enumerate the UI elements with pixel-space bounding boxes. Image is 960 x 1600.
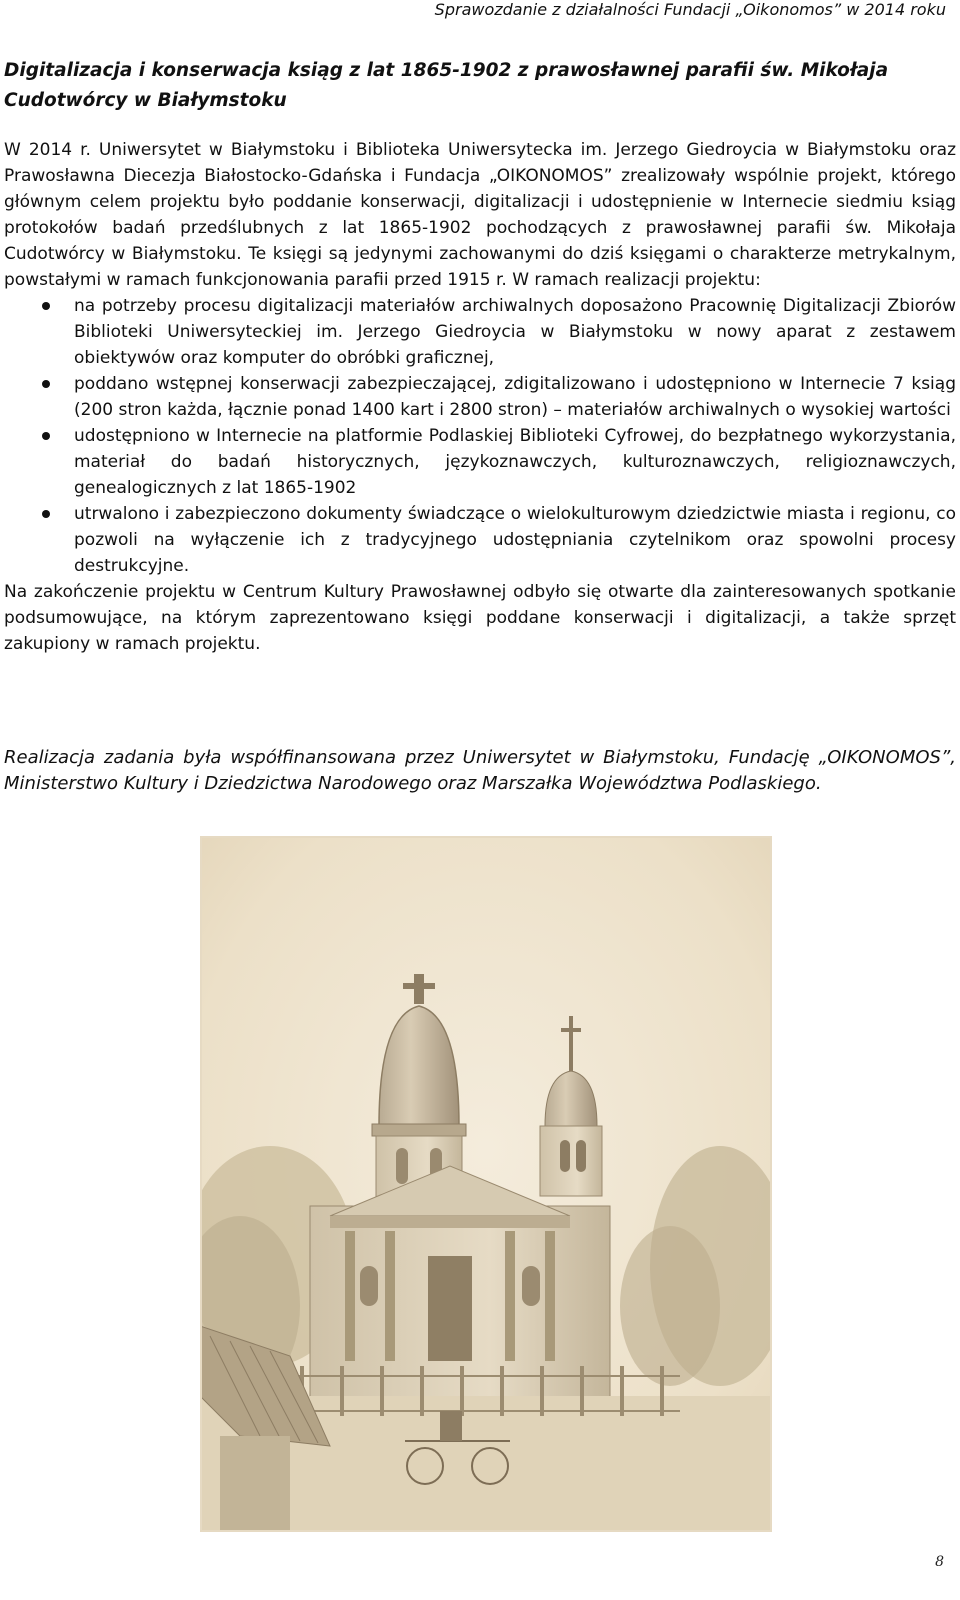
article-body (4, 137, 956, 657)
bullet-icon (42, 510, 50, 518)
running-header: Sprawozdanie z działalności Fundacji „Oikonomos” w 2014 roku (434, 0, 946, 19)
list-item-text: poddano wstępnej konserwacji zabezpieczającej, zdigitalizowano i udostępniono w Internecie 7 ksiąg (200 stron każda, łącznie ponad 1400 kart i 2800 stron) – materiałów archiwalnych o wysokiej wartości (74, 374, 956, 420)
funding-note: Realizacja zadania była współfinansowana przez Uniwersytet w Białymstoku, Fundację „OIKONOMOS”, Ministerstwo Kultury i Dziedzictwa Narodowego oraz Marszałka Województwa Podlaskiego. (4, 747, 956, 794)
list-item (4, 371, 956, 423)
bullet-icon (42, 302, 50, 310)
bullet-icon (42, 380, 50, 388)
list-item (4, 501, 956, 579)
intro-paragraph: W 2014 r. Uniwersytet w Białymstoku i Biblioteka Uniwersytecka im. Jerzego Giedroycia w Białymstoku oraz Prawosławna Diecezja Białostocko-Gdańska i Fundacja „OIKONOMOS” zrealizowały wspólnie projekt, którego głównym celem projektu było poddanie konserwacji, digitalizacji i udostępnienie w Internecie siedmiu ksiąg protokołów badań przedślubnych z lat 1865-1902 pochodzących z prawosławnej parafii św. Mikołaja Cudotwórcy w Białymstoku. Te księgi są jedynymi zachowanymi do dziś księgami o charakterze metrykalnym, powstałymi w ramach funkcjonowania parafii przed 1915 r. W ramach realizacji projektu: (4, 140, 956, 290)
list-item-text: na potrzeby procesu digitalizacji materiałów archiwalnych doposażono Pracownię Digitalizacji Zbiorów Biblioteki Uniwersyteckiej im. Jerzego Giedroycia w Białymstoku w nowy aparat z zestawem obiektywów oraz komputer do obróbki graficznej, (74, 296, 956, 368)
bullet-list (4, 293, 956, 579)
church-photo (200, 836, 772, 1532)
list-item-text: udostępniono w Internecie na platformie Podlaskiej Biblioteki Cyfrowej, do bezpłatnego wykorzystania, materiał do badań historycznych, językoznawczych, kulturoznawczych, religioznawczych, genealogicznych z lat 1865-1902 (74, 426, 956, 498)
closing-paragraph: Na zakończenie projektu w Centrum Kultury Prawosławnej odbyło się otwarte dla zainteresowanych spotkanie podsumowujące, na którym zaprezentowano księgi poddane konserwacji i digitalizacji, a także sprzęt zakupiony w ramach projektu. (4, 582, 956, 654)
list-item-text: utrwalono i zabezpieczono dokumenty świadczące o wielokulturowym dziedzictwie miasta i regionu, co pozwoli na wyłączenie ich z tradycyjnego udostępniania czytelnikom oraz spowolni procesy destrukcyjne. (74, 504, 956, 576)
bullet-icon (42, 432, 50, 440)
list-item (4, 423, 956, 501)
list-item (4, 293, 956, 371)
section-title: Digitalizacja i konserwacja ksiąg z lat 1865-1902 z prawosławnej parafii św. Mikołaja Cudotwórcy w Białymstoku (4, 60, 889, 111)
page-number: 8 (935, 1554, 944, 1570)
